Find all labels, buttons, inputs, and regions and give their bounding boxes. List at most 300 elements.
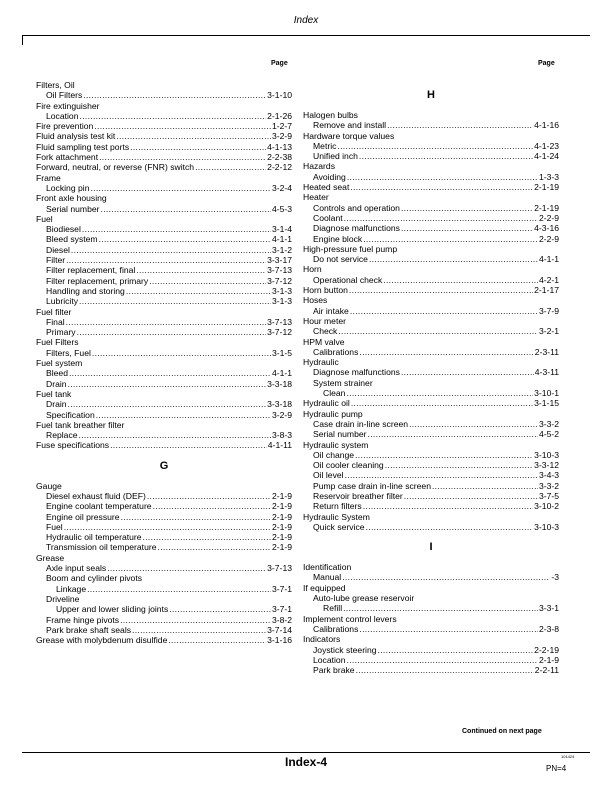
index-entry-text: Bleed [46,368,68,379]
index-page-ref: 4-1-1 [271,368,292,379]
index-page-ref: 3-1-3 [271,296,292,307]
index-page-ref: 3-7-1 [271,604,292,615]
index-entry [303,481,559,491]
dot-leader [369,254,538,264]
index-page-ref: 3-1-10 [267,90,292,101]
index-entry [303,522,559,532]
index-entry-text: Diagnose malfunctions [313,367,400,378]
index-heading [36,420,292,430]
index-entry-text: Fuel system [36,358,83,369]
index-entry-text: System strainer [313,377,373,388]
index-heading [303,614,559,624]
index-entry-text: Fuel [46,521,63,532]
dot-leader [92,348,271,358]
index-entry-text: Manual [313,572,342,583]
index-page-ref: 3-10-1 [534,388,559,399]
index-entry [36,162,292,172]
index-entry-text: Halogen bulbs [303,110,358,120]
dot-leader [344,213,538,223]
index-entry-text: Fuel filter [36,306,72,317]
index-entry-text: Avoiding [313,171,346,182]
index-page-ref: 3-7-14 [267,624,292,635]
index-page-ref: 3-2-4 [271,182,292,193]
index-entry-text: Diesel [46,244,70,255]
index-entry [303,275,559,285]
index-entry [303,460,559,470]
index-entry-text: Gauge [36,480,62,491]
index-heading [303,593,559,603]
index-page-ref: 3-3-17 [267,255,292,266]
index-entry-text: Calibrations [313,623,359,634]
index-page-ref: 3-7-13 [267,563,292,574]
index-heading [36,101,292,111]
index-entry-text: Axle input seals [46,563,107,574]
index-column-right [303,80,559,675]
index-page-ref: 4-1-1 [538,254,559,265]
dot-leader [107,563,266,573]
index-entry [303,624,559,634]
index-entry [36,121,292,131]
index-entry-text: Handling and storing [46,285,125,296]
dot-leader [347,172,538,182]
index-page-ref: 3-7-13 [267,265,292,276]
index-page-ref: 2-2-9 [538,233,559,244]
index-entry [36,317,292,327]
dot-leader [401,203,533,213]
index-page-ref: 3-7-9 [538,305,559,316]
index-entry-text: Grease [36,552,65,563]
index-entry-text: Engine coolant temperature [46,501,152,512]
index-entry-text: Park brake [313,665,355,676]
index-entry-text: Replace [46,430,78,441]
index-entry-text: Horn [303,264,322,275]
index-page-ref: 3-3-18 [267,378,292,389]
dot-leader [101,204,271,214]
index-entry [303,203,559,213]
index-entry [36,265,292,275]
index-page-ref: 4-1-24 [534,151,559,162]
index-entry [303,213,559,223]
index-page-ref: 2-1-9 [271,501,292,512]
index-entry [303,326,559,336]
dot-leader [121,512,271,522]
index-entry-text: Specification [46,409,95,420]
index-column-left [36,80,292,645]
index-page-ref: 1-3-3 [538,171,559,182]
index-page-ref: 2-2-12 [267,162,292,173]
header-rule-tick [22,35,23,45]
index-entry [36,204,292,214]
index-entry-text: Refill [323,603,343,614]
index-entry-text: Grease with molybdenum disulfide [36,635,168,646]
index-entry [36,286,292,296]
index-heading [303,161,559,171]
dot-leader [363,501,533,511]
index-page-ref: 4-1-1 [271,234,292,245]
index-page-ref: 4-5-3 [271,203,292,214]
index-entry-text: Park brake shaft seals [46,624,132,635]
index-entry-text: Hardware torque values [303,130,395,141]
dot-leader [153,501,271,511]
index-entry-text: If equipped [303,582,346,593]
index-entry-text: Hydraulic pump [303,408,363,419]
index-page-ref: 2-2-19 [534,644,559,655]
dot-leader [385,460,533,470]
index-entry [303,182,559,192]
index-entry [303,450,559,460]
index-page-ref: 3-1-2 [271,244,292,255]
index-entry [303,141,559,151]
index-entry [303,398,559,408]
index-entry [36,152,292,162]
index-entry [303,491,559,501]
index-entry [303,429,559,439]
index-page-ref: 2-2-11 [534,665,559,676]
dot-leader [350,306,538,316]
dot-leader [363,234,538,244]
index-entry-text: Linkage [56,583,87,594]
index-entry [303,285,559,295]
index-page-ref: 3-2-9 [271,131,292,142]
index-entry-text: Drain [46,399,67,410]
index-entry-text: Controls and operation [313,202,400,213]
index-entry-text: Coolant [313,212,343,223]
index-entry-text: Fuel [36,213,53,224]
index-entry [36,348,292,358]
index-entry [303,665,559,675]
index-page-ref: 3-10-3 [534,449,559,460]
index-page-ref: 3-1-16 [267,635,292,646]
index-entry-text: Bleed system [46,234,98,245]
index-heading [36,307,292,317]
index-page-ref: 3-2-9 [271,409,292,420]
dot-leader [404,491,538,501]
dot-leader [359,151,533,161]
dot-leader [378,645,534,655]
index-entry-text: Hazards [303,161,335,172]
index-page-ref: 4-1-16 [534,120,559,131]
dot-leader [347,655,538,665]
index-heading [36,594,292,604]
dot-leader [143,532,271,542]
index-entry-text: Do not service [313,254,368,265]
dot-leader [64,522,271,532]
index-heading [303,583,559,593]
index-heading [303,440,559,450]
index-entry-text: Filter replacement, primary [46,275,149,286]
index-entry-text: Frame [36,172,61,183]
index-page-ref: 3-3-18 [267,399,292,410]
index-entry-text: Front axle housing [36,193,107,204]
index-page-ref: 2-1-19 [534,202,559,213]
index-entry-text: Lubricity [46,296,78,307]
index-entry-text: Fuse specifications [36,440,110,451]
dot-leader [342,572,550,582]
index-entry [36,625,292,635]
index-entry-text: Locking pin [46,182,90,193]
index-entry-text: Serial number [46,203,100,214]
index-entry [36,131,292,141]
index-page-ref: 3-3-1 [538,603,559,614]
dot-leader [120,615,271,625]
index-entry-text: Serial number [313,429,367,440]
dot-leader [401,367,534,377]
dot-leader [96,410,271,420]
index-entry-text: Engine block [313,233,363,244]
index-entry-text: Horn button [303,285,348,296]
index-entry-text: Calibrations [313,346,359,357]
index-heading [303,357,559,367]
index-page-ref: 3-10-3 [534,521,559,532]
index-entry [303,501,559,511]
index-entry-text: Reservoir breather filter [313,490,403,501]
index-entry [36,584,292,594]
index-entry-text: Frame hinge pivots [46,614,120,625]
index-entry [36,615,292,625]
index-entry-text: Heater [303,192,329,203]
index-page-ref: 3-4-3 [538,470,559,481]
index-page-ref: 1-2-7 [271,121,292,132]
index-entry-text: Location [313,654,346,665]
index-heading [36,214,292,224]
index-entry-text: Primary [46,327,76,338]
index-entry [36,410,292,420]
index-page-ref: 3-3-2 [538,480,559,491]
index-entry-text: Engine oil pressure [46,511,120,522]
index-entry-text: Diagnose malfunctions [313,223,400,234]
dot-leader [158,542,271,552]
index-page-ref: 3-3-12 [534,460,559,471]
footer-rule [22,752,590,753]
dot-leader [355,450,533,460]
index-heading [303,378,559,388]
index-entry-text: Upper and lower sliding joints [56,604,169,615]
dot-leader [409,419,538,429]
header-rule [22,35,590,36]
index-entry [303,223,559,233]
index-page-ref: 4-1-13 [267,141,292,152]
index-page-ref: 2-2-9 [538,212,559,223]
index-page-ref: 2-3-11 [534,346,559,357]
index-entry [303,120,559,130]
dot-leader [66,317,267,327]
index-entry [303,234,559,244]
index-entry-text: Case drain in-line screen [313,418,409,429]
index-entry-text: Drain [46,378,67,389]
left-column-page-heading: Page [271,60,288,67]
index-heading [303,409,559,419]
continued-notice: Continued on next page [462,728,542,735]
index-entry-text: Filter [46,255,66,266]
index-entry [36,604,292,614]
index-entry [303,645,559,655]
dot-leader [387,120,533,130]
right-column-page-heading: Page [538,60,555,67]
index-entry [303,655,559,665]
index-page-ref: 2-1-9 [271,490,292,501]
index-page-ref: 3-7-12 [267,327,292,338]
index-page-ref: 3-10-2 [534,501,559,512]
dot-leader [66,255,266,265]
index-page-ref: 3-2-1 [538,326,559,337]
index-page-ref: 3-1-3 [271,285,292,296]
dot-leader [351,398,533,408]
index-page-ref: -3 [551,572,559,583]
index-entry-text: Fuel Filters [36,337,79,348]
dot-leader [130,142,266,152]
index-entry [36,276,292,286]
index-entry-text: Diesel exhaust fluid (DEF) [46,490,146,501]
index-entry-text: Transmission oil temperature [46,542,157,553]
index-entry-text: Pump case drain in-line screen [313,480,431,491]
running-header-title: Index [293,15,319,26]
index-entry [36,379,292,389]
index-page-ref: 3-3-2 [538,418,559,429]
index-heading [303,264,559,274]
dot-leader [169,604,271,614]
index-entry-text: Oil cooler cleaning [313,460,384,471]
index-page-ref: 2-3-8 [538,623,559,634]
section-letter: H [427,89,435,101]
index-entry-text: Return filters [313,501,362,512]
dot-leader [350,182,533,192]
index-entry-text: Filters, Oil [36,80,75,90]
dot-leader [383,275,538,285]
dot-leader [343,603,538,613]
dot-leader [147,491,271,501]
index-entry-text: High-pressure fuel pump [303,243,398,254]
index-entry [36,111,292,121]
dot-leader [168,635,266,645]
index-entry [36,245,292,255]
dot-leader [99,152,266,162]
index-entry-text: Fuel tank breather filter [36,419,125,430]
dot-leader [116,131,271,141]
index-entry [36,440,292,450]
index-entry-text: Biodiesel [46,224,81,235]
index-entry-text: Oil level [313,470,344,481]
index-page-ref: 3-7-13 [267,316,292,327]
dot-leader [359,347,533,357]
dot-leader [149,276,266,286]
index-entry-text: Fire prevention [36,121,94,132]
dot-leader [338,326,538,336]
index-heading [36,173,292,183]
index-page-ref: 2-1-9 [271,511,292,522]
index-entry-text: Check [313,326,338,337]
index-page-ref: 3-1-4 [271,224,292,235]
index-entry-text: Hydraulic oil temperature [46,532,142,543]
dot-leader [337,141,533,151]
index-entry [303,306,559,316]
index-entry-text: Driveline [46,593,80,604]
index-entry-text: Auto-lube grease reservoir [313,593,415,604]
index-entry-text: Fuel tank [36,388,72,399]
index-entry [36,563,292,573]
dot-leader [349,285,533,295]
index-entry-text: Fluid sampling test ports [36,141,130,152]
index-entry-text: Remove and install [313,120,387,131]
index-heading [36,481,292,491]
index-entry-text: Filter replacement, final [46,265,136,276]
index-entry-text: Fork attachment [36,152,99,163]
dot-leader [126,286,271,296]
index-entry [303,419,559,429]
dot-leader [136,265,266,275]
index-entry-text: Quick service [313,521,365,532]
index-entry [36,512,292,522]
index-heading [303,295,559,305]
index-entry [36,635,292,645]
index-entry [36,255,292,265]
index-entry-text: Hoses [303,295,328,306]
index-heading [303,337,559,347]
index-entry-text: HPM valve [303,336,345,347]
index-entry-text: Unified inch [313,151,358,162]
dot-leader [356,665,534,675]
index-heading [303,110,559,120]
dot-leader [77,327,267,337]
index-heading [303,634,559,644]
index-heading [36,358,292,368]
dot-leader [82,224,271,234]
index-entry-text: Hydraulic system [303,439,369,450]
index-page-ref: 3-7-5 [538,490,559,501]
dot-leader [79,296,271,306]
index-entry [303,388,559,398]
index-entry [36,368,292,378]
index-entry-text: Hour meter [303,315,346,326]
footer-page-number: PN=4 [546,764,567,773]
index-heading [303,244,559,254]
dot-leader [345,470,538,480]
dot-leader [87,584,271,594]
index-entry-text: Implement control levers [303,613,397,624]
index-entry [303,572,559,582]
section-letter: G [159,459,169,472]
dot-leader [79,430,271,440]
dot-leader [68,399,267,409]
index-entry-text: Air intake [313,305,349,316]
index-entry-text: Hydraulic oil [303,398,350,409]
index-heading [303,131,559,141]
dot-leader [346,388,533,398]
index-page-ref: 3-1-15 [534,398,559,409]
index-page-ref: 4-3-16 [534,223,559,234]
index-entry-text: Forward, neutral, or reverse (FNR) switch [36,162,195,173]
index-entry-text: Fluid analysis test kit [36,131,116,142]
index-entry-text: Clean [323,388,346,399]
dot-leader [69,368,271,378]
index-entry [36,430,292,440]
index-entry-text: Oil change [313,449,355,460]
dot-leader [432,481,538,491]
index-entry-text: Final [46,316,65,327]
index-entry [36,399,292,409]
index-heading [36,389,292,399]
index-entry-text: Boom and cylinder pivots [46,573,143,584]
index-page-ref: 4-3-11 [534,367,559,378]
index-entry [303,347,559,357]
dot-leader [90,183,270,193]
index-entry-text: Indicators [303,634,341,645]
index-entry-text: Hydraulic [303,357,339,368]
index-page-ref: 2-1-9 [271,521,292,532]
dot-leader [195,162,266,172]
dot-leader [68,379,267,389]
index-entry [36,296,292,306]
footer-code: 101424 [561,754,575,759]
